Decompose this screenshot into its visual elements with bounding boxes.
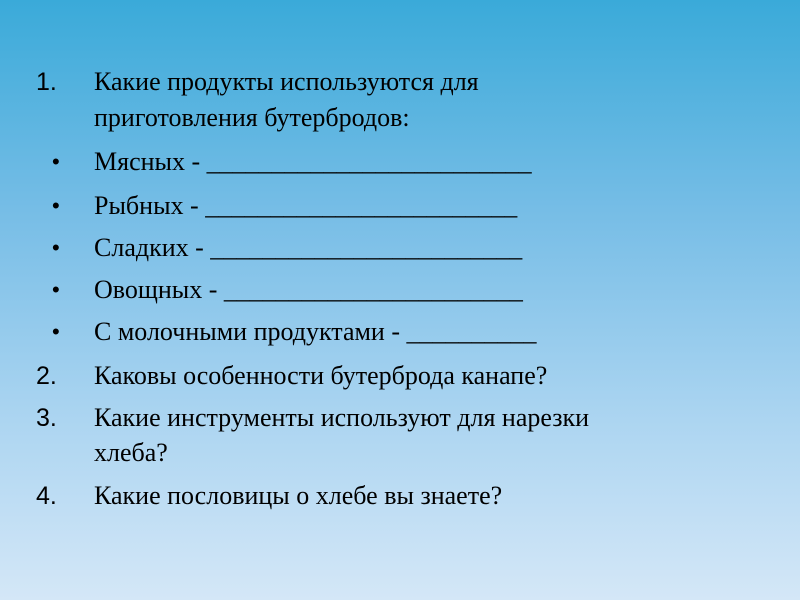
bullet-icon: • <box>52 319 60 344</box>
bullet-icon: • <box>52 193 60 218</box>
question-1-line-1: Какие продукты используются для <box>94 67 479 96</box>
list-item-text: Овощных - _______________________ <box>94 275 523 304</box>
bullet-icon: • <box>52 149 60 174</box>
list-number: 3. <box>36 404 57 432</box>
question-3-line-2: хлеба? <box>94 438 168 467</box>
list-item-text: Рыбных - ________________________ <box>94 191 518 220</box>
bullet-icon: • <box>52 235 60 260</box>
list-item-text: Мясных - _________________________ <box>94 147 532 176</box>
question-1-line-2: приготовления бутербродов: <box>94 103 410 132</box>
question-3-line-1: Какие инструменты используют для нарезки <box>94 403 590 432</box>
question-4-text: Какие пословицы о хлебе вы знаете? <box>94 481 503 510</box>
list-number: 4. <box>36 482 57 510</box>
list-number: 1. <box>36 68 57 96</box>
bullet-icon: • <box>52 277 60 302</box>
list-item-text: С молочными продуктами - __________ <box>94 317 537 346</box>
list-item-text: Сладких - ________________________ <box>94 233 523 262</box>
question-2-text: Каковы особенности бутерброда канапе? <box>94 361 548 390</box>
list-number: 2. <box>36 362 57 390</box>
